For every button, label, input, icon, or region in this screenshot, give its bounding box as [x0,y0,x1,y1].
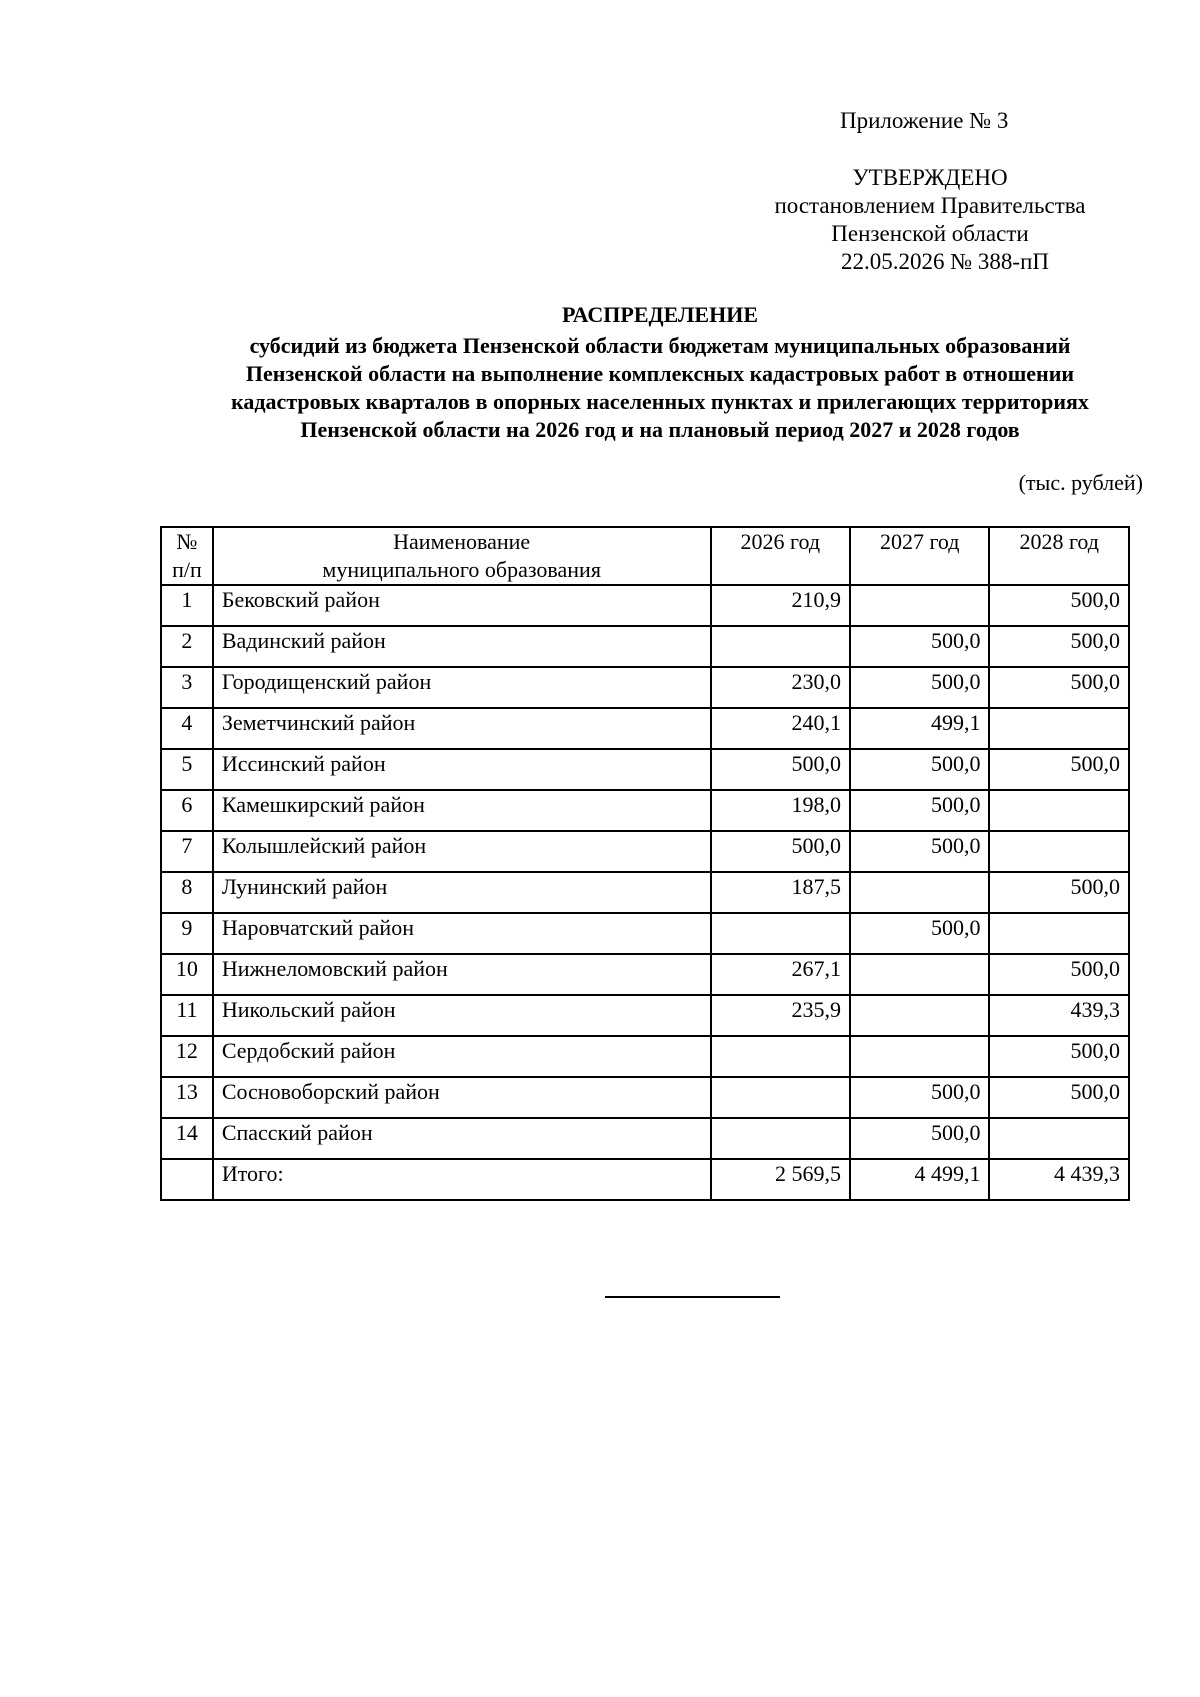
cell-2026: 500,0 [711,831,850,872]
table-row [161,626,1129,667]
cell-2028 [989,790,1129,831]
units-note: (тыс. рублей) [1018,470,1143,495]
header-number-line-2: п/п [172,557,202,582]
table-row [161,872,1129,913]
table-row [161,1077,1129,1118]
cell-2027: 500,0 [850,749,989,790]
cell-2026: 230,0 [711,667,850,708]
cell-number: 11 [161,995,213,1036]
cell-name: Наровчатский район [213,913,711,954]
cell-2028: 500,0 [989,1036,1129,1077]
cell-2026: 2 569,5 [711,1159,850,1200]
cell-number: 4 [161,708,213,749]
cell-2028: 500,0 [989,749,1129,790]
cell-2027: 500,0 [850,913,989,954]
cell-2026: 235,9 [711,995,850,1036]
cell-2026: 267,1 [711,954,850,995]
table-row [161,1118,1129,1159]
cell-number [161,1159,213,1200]
cell-2027 [850,872,989,913]
cell-2028: 500,0 [989,872,1129,913]
cell-name: Камешкирский район [213,790,711,831]
cell-2028: 500,0 [989,626,1129,667]
table-body [161,585,1129,1200]
cell-2027 [850,585,989,626]
cell-2027: 500,0 [850,667,989,708]
cell-name: Сердобский район [213,1036,711,1077]
table-row [161,749,1129,790]
approval-stamp [740,164,1120,276]
cell-2026: 210,9 [711,585,850,626]
cell-2028: 500,0 [989,954,1129,995]
cell-2027: 499,1 [850,708,989,749]
cell-2028 [989,1118,1129,1159]
title-line-2: Пензенской области на выполнение комплексных кадастровых работ в отношении [245,361,1075,386]
cell-name: Никольский район [213,995,711,1036]
cell-2026 [711,1118,850,1159]
cell-name: Вадинский район [213,626,711,667]
title-line-3: кадастровых кварталов в опорных населенных пунктах и прилегающих территориях [231,389,1089,414]
header-name-line-2: муниципального образования [322,557,601,582]
cell-2027: 500,0 [850,1118,989,1159]
cell-number: 10 [161,954,213,995]
approval-date-number: 22.05.2026 № 388-пП [840,249,1050,274]
cell-name: Итого: [213,1159,711,1200]
cell-name: Спасский район [213,1118,711,1159]
cell-number: 13 [161,1077,213,1118]
cell-2028: 4 439,3 [989,1159,1129,1200]
approved-label: УТВЕРЖДЕНО [852,165,1008,190]
table-total-row [161,1159,1129,1200]
cell-2026 [711,1077,850,1118]
cell-number: 6 [161,790,213,831]
cell-name: Нижнеломовский район [213,954,711,995]
cell-2028: 500,0 [989,1077,1129,1118]
cell-2027 [850,995,989,1036]
table-header-row [161,527,1129,585]
cell-name: Бековский район [213,585,711,626]
table-row [161,913,1129,954]
header-2026: 2026 год [711,527,850,585]
cell-2027: 500,0 [850,831,989,872]
cell-2026 [711,1036,850,1077]
document-title [120,301,1200,444]
cell-2027: 500,0 [850,1077,989,1118]
cell-number: 3 [161,667,213,708]
cell-number: 8 [161,872,213,913]
cell-2026: 198,0 [711,790,850,831]
cell-number: 5 [161,749,213,790]
table-row [161,831,1129,872]
cell-2026 [711,913,850,954]
header-2027: 2027 год [850,527,989,585]
approval-line-1: постановлением Правительства [774,193,1086,218]
cell-name: Колышлейский район [213,831,711,872]
cell-2026: 187,5 [711,872,850,913]
cell-2028: 439,3 [989,995,1129,1036]
cell-number: 2 [161,626,213,667]
header-number [161,527,213,585]
cell-number: 9 [161,913,213,954]
cell-name: Сосновоборский район [213,1077,711,1118]
table-row [161,1036,1129,1077]
header-name-line-1: Наименование [393,529,531,554]
header-2028: 2028 год [989,527,1129,585]
cell-2027 [850,954,989,995]
cell-2028 [989,831,1129,872]
table-row [161,954,1129,995]
cell-2028 [989,913,1129,954]
cell-2027: 500,0 [850,790,989,831]
cell-name: Городищенский район [213,667,711,708]
table-row [161,667,1129,708]
header-name [213,527,711,585]
cell-2027: 4 499,1 [850,1159,989,1200]
table-row [161,790,1129,831]
appendix-label: Приложение № 3 [840,108,1009,133]
end-separator-line [605,1296,780,1298]
cell-2026 [711,626,850,667]
title-heading: РАСПРЕДЕЛЕНИЕ [561,302,758,327]
cell-name: Земетчинский район [213,708,711,749]
cell-number: 12 [161,1036,213,1077]
table-row [161,708,1129,749]
cell-2028: 500,0 [989,667,1129,708]
cell-2026: 240,1 [711,708,850,749]
cell-2027 [850,1036,989,1077]
cell-2027: 500,0 [850,626,989,667]
cell-number: 1 [161,585,213,626]
header-number-line-1: № [176,529,198,554]
cell-number: 14 [161,1118,213,1159]
cell-name: Иссинский район [213,749,711,790]
cell-number: 7 [161,831,213,872]
table-row [161,995,1129,1036]
cell-name: Лунинский район [213,872,711,913]
table-row [161,585,1129,626]
cell-2028: 500,0 [989,585,1129,626]
distribution-table [160,526,1130,1201]
approval-line-2: Пензенской области [831,221,1029,246]
cell-2028 [989,708,1129,749]
title-line-4: Пензенской области на 2026 год и на плановый период 2027 и 2028 годов [300,417,1020,442]
cell-2026: 500,0 [711,749,850,790]
title-line-1: субсидий из бюджета Пензенской области бюджетам муниципальных образований [249,333,1071,358]
